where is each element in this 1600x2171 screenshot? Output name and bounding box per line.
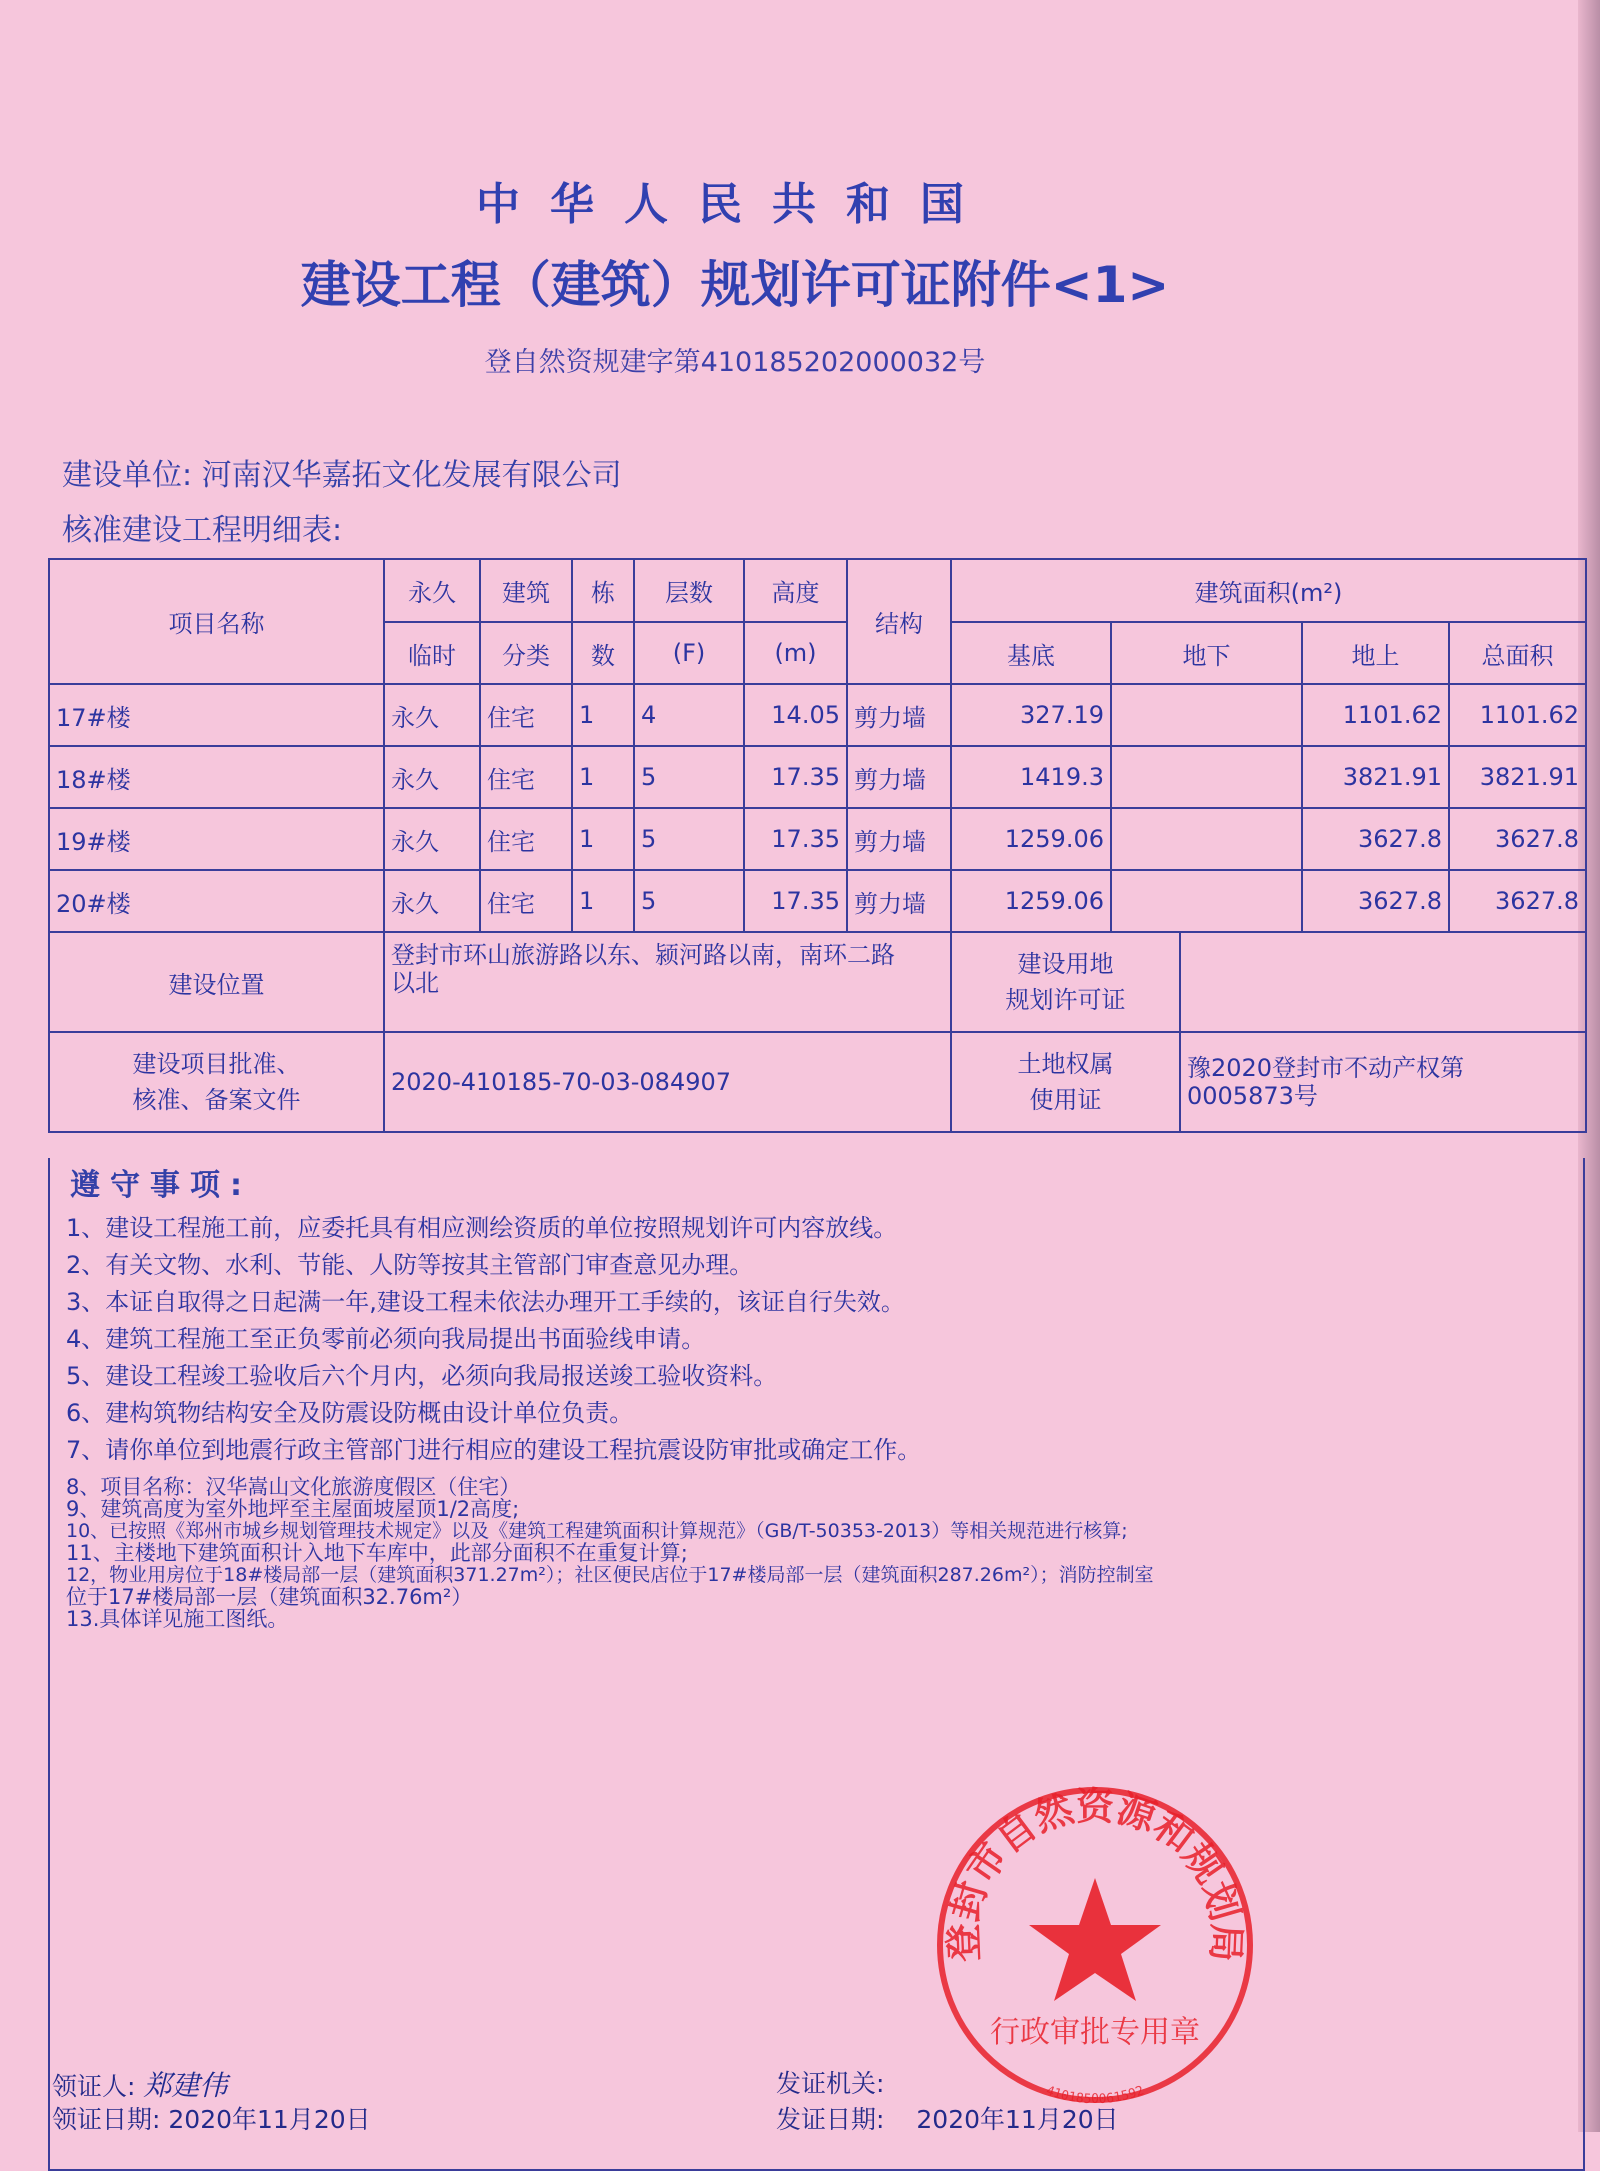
rule-item: 2、有关文物、水利、节能、人防等按其主管部门审查意见办理。 xyxy=(66,1251,754,1279)
header-area-above: 地上 xyxy=(1302,622,1449,684)
cell-total: 3627.8 xyxy=(1449,808,1586,870)
notes-title: 遵守事项: xyxy=(70,1168,252,1203)
cell-height: 17.35 xyxy=(744,808,847,870)
issue-date-label: 发证日期: xyxy=(776,2105,885,2134)
cell-base: 1419.3 xyxy=(951,746,1111,808)
applicant-name: 河南汉华嘉拓文化发展有限公司 xyxy=(201,458,622,493)
rule-item: 7、请你单位到地震行政主管部门进行相应的建设工程抗震设防审批或确定工作。 xyxy=(66,1436,922,1464)
header-area-group: 建筑面积(m²) xyxy=(951,559,1586,622)
cell-count: 1 xyxy=(572,808,634,870)
cell-structure: 剪力墙 xyxy=(847,870,951,932)
cell-height: 14.05 xyxy=(744,684,847,746)
header-structure: 结构 xyxy=(847,559,951,684)
cell-type: 住宅 xyxy=(480,746,572,808)
detail-title: 核准建设工程明细表: xyxy=(62,513,343,548)
cell-height: 17.35 xyxy=(744,870,847,932)
approval-label: 建设项目批准、 核准、备案文件 xyxy=(49,1032,384,1132)
location-value: 登封市环山旅游路以东、颍河路以南，南环二路 以北 xyxy=(384,932,951,1032)
cell-count: 1 xyxy=(572,746,634,808)
land-title-label: 土地权属 使用证 xyxy=(951,1032,1180,1132)
cell-type: 住宅 xyxy=(480,870,572,932)
cell-structure: 剪力墙 xyxy=(847,808,951,870)
header-area-base: 基底 xyxy=(951,622,1111,684)
header-type-2: 分类 xyxy=(480,622,572,684)
cell-name: 18#楼 xyxy=(49,746,384,808)
land-title-value: 豫2020登封市不动产权第 0005873号 xyxy=(1180,1032,1586,1132)
rule-item: 6、建构筑物结构安全及防震设防概由设计单位负责。 xyxy=(66,1399,634,1427)
cell-above: 1101.62 xyxy=(1302,684,1449,746)
cell-under xyxy=(1111,746,1302,808)
applicant-label: 建设单位: xyxy=(62,458,193,493)
receive-date-label: 领证日期: xyxy=(52,2105,161,2134)
land-permit-value xyxy=(1180,932,1586,1032)
header-area-total: 总面积 xyxy=(1449,622,1586,684)
cell-perm: 永久 xyxy=(384,746,480,808)
header-height-1: 高度 xyxy=(744,559,847,622)
cell-above: 3821.91 xyxy=(1302,746,1449,808)
header-perm-2: 临时 xyxy=(384,622,480,684)
header-count-2: 数 xyxy=(572,622,634,684)
table-row xyxy=(49,870,1586,932)
document-title: 建设工程（建筑）规划许可证附件<1> xyxy=(300,256,1170,314)
cell-base: 1259.06 xyxy=(951,870,1111,932)
extra-item: 9、建筑高度为室外地坪至主屋面坡屋顶1/2高度; xyxy=(66,1497,520,1521)
rule-item: 1、建设工程施工前，应委托具有相应测绘资质的单位按照规划许可内容放线。 xyxy=(66,1214,898,1242)
approval-value: 2020-410185-70-03-084907 xyxy=(384,1032,951,1132)
extra-item: 8、项目名称：汉华嵩山文化旅游度假区（住宅） xyxy=(66,1475,521,1499)
header-floors-1: 层数 xyxy=(634,559,744,622)
cell-floors: 5 xyxy=(634,746,744,808)
receiver-signature: 郑建伟 xyxy=(143,2069,228,2102)
header-type-1: 建筑 xyxy=(480,559,572,622)
table-row xyxy=(49,808,1586,870)
cell-perm: 永久 xyxy=(384,684,480,746)
header-name: 项目名称 xyxy=(49,559,384,684)
cell-above: 3627.8 xyxy=(1302,870,1449,932)
extra-item: 13.具体详见施工图纸。 xyxy=(66,1607,289,1631)
cell-floors: 5 xyxy=(634,808,744,870)
cell-under xyxy=(1111,684,1302,746)
header-area-under: 地下 xyxy=(1111,622,1302,684)
notes-section xyxy=(48,1158,1585,2171)
cell-base: 1259.06 xyxy=(951,808,1111,870)
country-title: 中华人民共和国 xyxy=(476,179,994,230)
cell-name: 19#楼 xyxy=(49,808,384,870)
seal-star-icon xyxy=(1029,1878,1161,2001)
project-detail-table xyxy=(48,558,1587,1133)
svg-text:登封市自然资源和规划局: 登封市自然资源和规划局 xyxy=(941,1784,1249,1963)
cell-perm: 永久 xyxy=(384,870,480,932)
header-count-1: 栋 xyxy=(572,559,634,622)
header-height-2: (m) xyxy=(744,622,847,684)
receiver-label: 领证人: xyxy=(52,2072,136,2101)
cell-height: 17.35 xyxy=(744,746,847,808)
applicant-line xyxy=(62,450,622,494)
table-row xyxy=(49,746,1586,808)
permit-number: 登自然资规建字第410185202000032号 xyxy=(484,347,986,378)
extra-item: 11、主楼地下建筑面积计入地下车库中，此部分面积不在重复计算; xyxy=(66,1541,688,1565)
cell-total: 3821.91 xyxy=(1449,746,1586,808)
rule-item: 5、建设工程竣工验收后六个月内，必须向我局报送竣工验收资料。 xyxy=(66,1362,778,1390)
cell-type: 住宅 xyxy=(480,684,572,746)
cell-type: 住宅 xyxy=(480,808,572,870)
issuer-line xyxy=(776,2064,884,2100)
issue-date-line xyxy=(776,2100,1119,2136)
receive-date-line xyxy=(52,2100,371,2136)
cell-under xyxy=(1111,808,1302,870)
rule-item: 3、本证自取得之日起满一年,建设工程未依法办理开工手续的，该证自行失效。 xyxy=(66,1288,905,1316)
rule-item: 4、建筑工程施工至正负零前必须向我局提出书面验线申请。 xyxy=(66,1325,706,1353)
cell-base: 327.19 xyxy=(951,684,1111,746)
cell-total: 1101.62 xyxy=(1449,684,1586,746)
extra-item: 位于17#楼局部一层（建筑面积32.76m²） xyxy=(66,1585,473,1609)
land-permit-label: 建设用地 规划许可证 xyxy=(951,932,1180,1032)
cell-under xyxy=(1111,870,1302,932)
official-seal xyxy=(930,1780,1260,2110)
extra-item: 12，物业用房位于18#楼局部一层（建筑面积371.27m²）；社区便民店位于17#楼局部一层（建筑面积287.26m²）；消防控制室 xyxy=(66,1564,1154,1586)
cell-structure: 剪力墙 xyxy=(847,684,951,746)
issuer-label: 发证机关: xyxy=(776,2069,885,2098)
header-floors-2: (F) xyxy=(634,622,744,684)
cell-floors: 4 xyxy=(634,684,744,746)
issue-date: 2020年11月20日 xyxy=(916,2105,1119,2134)
header-perm-1: 永久 xyxy=(384,559,480,622)
cell-count: 1 xyxy=(572,870,634,932)
cell-name: 17#楼 xyxy=(49,684,384,746)
receive-date: 2020年11月20日 xyxy=(168,2105,371,2134)
svg-text:4101850061592: 4101850061592 xyxy=(1043,2083,1147,2108)
cell-count: 1 xyxy=(572,684,634,746)
table-row xyxy=(49,684,1586,746)
cell-total: 3627.8 xyxy=(1449,870,1586,932)
cell-floors: 5 xyxy=(634,870,744,932)
svg-text:行政审批专用章: 行政审批专用章 xyxy=(990,2015,1200,2050)
receiver-line xyxy=(52,2064,227,2104)
cell-structure: 剪力墙 xyxy=(847,746,951,808)
location-label: 建设位置 xyxy=(49,932,384,1032)
cell-perm: 永久 xyxy=(384,808,480,870)
cell-name: 20#楼 xyxy=(49,870,384,932)
extra-item: 10、已按照《郑州市城乡规划管理技术规定》以及《建筑工程建筑面积计算规范》（GB/T-50353-2013）等相关规范进行核算; xyxy=(66,1520,1128,1542)
cell-above: 3627.8 xyxy=(1302,808,1449,870)
